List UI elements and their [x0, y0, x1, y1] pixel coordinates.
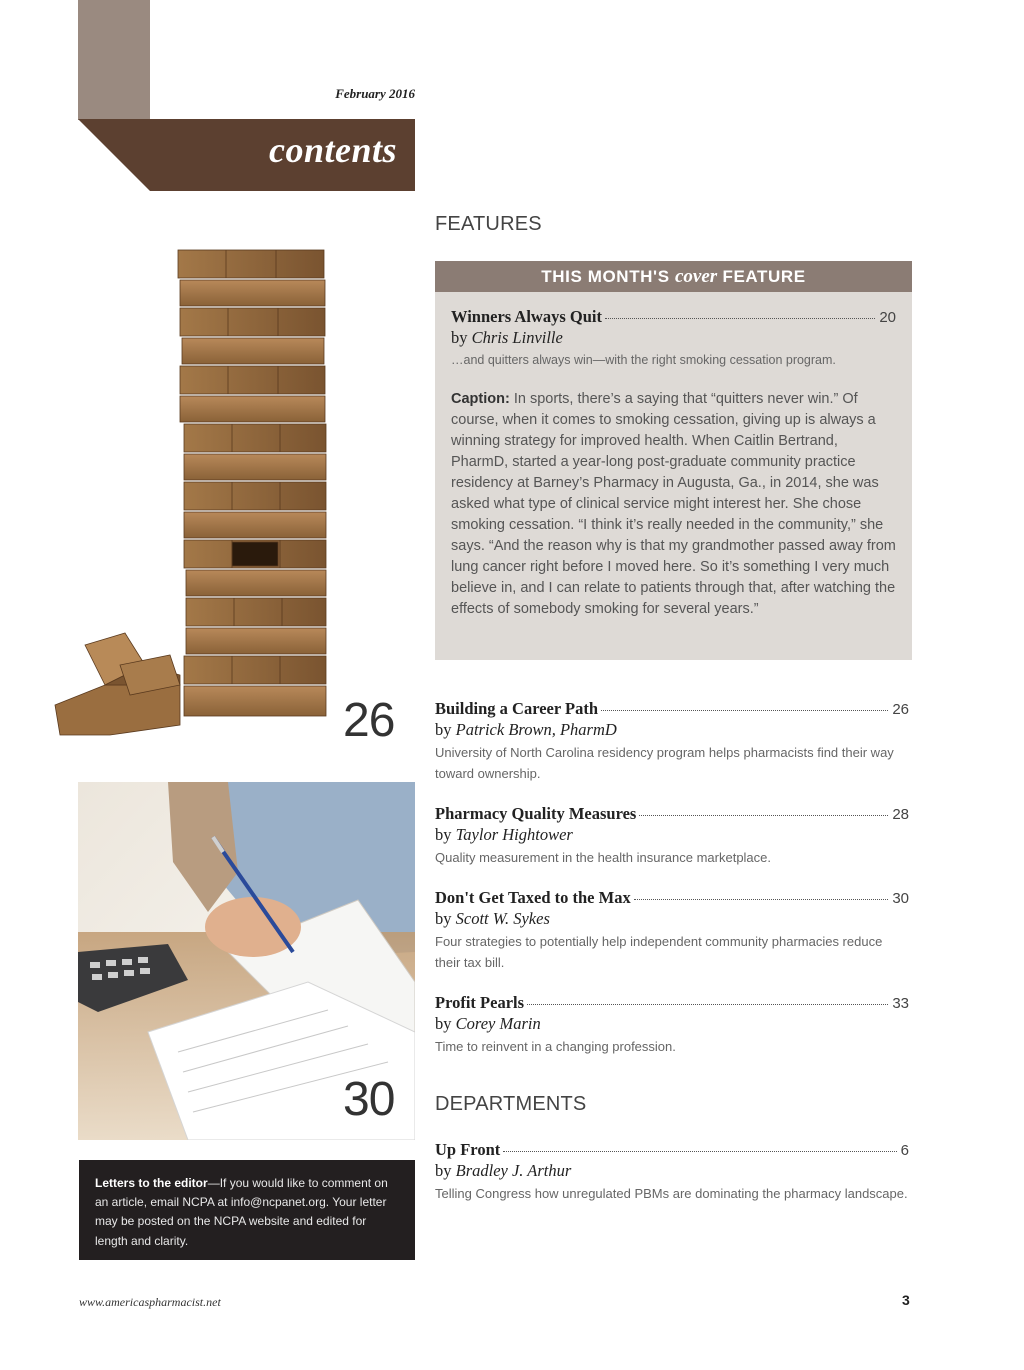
cover-feature-label [435, 261, 912, 292]
caption-text: In sports, there’s a saying that “quitters never win.” Of course, when it comes to smoking cessation, giving up is always a winning strategy for improved health. When Caitlin Bertrand, PharmD, started a year-long post-graduate community practice residency at Barney’s Pharmacy in Augusta, Ga., in 2014, she was asked what type of clinical service might interest her. She chose smoking cessation. “I think it’s really needed in the community,” she says. “And the reason why is that my grandmother passed away from lung cancer right before I moved here. So it’s something I very much believe in, and I can relate to patients through that, after watching the effects of somebody smoking for several years.” [451, 391, 896, 617]
cover-label-cover: cover [674, 266, 718, 287]
footer-website-link[interactable]: www.americaspharmacist.net [79, 1295, 221, 1309]
entry-description: Time to reinvent in a changing profession. [435, 1039, 676, 1054]
entry-byline [435, 720, 909, 740]
entry-title[interactable]: Building a Career Path [435, 699, 599, 718]
cover-entry-description: …and quitters always win—with the right smoking cessation program. [451, 353, 836, 367]
entry-description: Quality measurement in the health insurance marketplace. [435, 850, 772, 865]
entry-byline [435, 1014, 909, 1034]
departments-heading: DEPARTMENTS [435, 1093, 587, 1115]
cover-feature-box [435, 261, 912, 660]
entry-author: Corey Marin [455, 1014, 541, 1033]
entry-description: Telling Congress how unregulated PBMs are dominating the pharmacy landscape. [435, 1186, 908, 1201]
entry-page[interactable]: 26 [892, 701, 909, 718]
entry-title[interactable]: Don't Get Taxed to the Max [435, 888, 631, 907]
entry-byline [435, 825, 909, 845]
letters-label: Letters to the editor [95, 1176, 208, 1190]
page-title: contents [268, 130, 397, 170]
entry-title[interactable]: Profit Pearls [435, 993, 525, 1012]
cover-entry-author: Chris Linville [471, 328, 563, 347]
entry-page[interactable]: 30 [892, 890, 909, 907]
cover-entry-page[interactable]: 20 [879, 309, 896, 326]
cover-entry-link[interactable] [451, 307, 896, 327]
entry-title[interactable]: Pharmacy Quality Measures [435, 804, 637, 823]
dot-leader [634, 899, 889, 900]
issue-date: February 2016 [335, 86, 415, 101]
dot-leader [601, 710, 888, 711]
dot-leader [605, 318, 875, 319]
feature-entry-profit-pearls[interactable] [435, 993, 909, 1057]
features-heading: FEATURES [435, 213, 542, 235]
entry-title[interactable]: Up Front [435, 1140, 501, 1159]
entry-page[interactable]: 33 [892, 995, 909, 1012]
entry-byline [435, 1161, 909, 1181]
desk-photo-page-number: 30 [343, 1073, 395, 1126]
dot-leader [639, 815, 888, 816]
jenga-photo-page-number: 26 [343, 694, 395, 747]
jenga-tower-photo [50, 245, 340, 745]
cover-caption [451, 389, 896, 620]
byline-prefix: by [435, 909, 452, 928]
cover-entry-byline [451, 328, 896, 348]
entry-page[interactable]: 28 [892, 806, 909, 823]
entry-author: Taylor Hightower [455, 825, 573, 844]
cover-label-prefix: THIS MONTH'S [541, 267, 670, 286]
entry-author: Scott W. Sykes [455, 909, 550, 928]
letters-to-editor-box [79, 1160, 415, 1260]
entry-author: Bradley J. Arthur [455, 1161, 572, 1180]
entry-byline [435, 909, 909, 929]
department-entry-up-front[interactable] [435, 1140, 909, 1204]
dot-leader [527, 1004, 888, 1005]
entry-description: University of North Carolina residency program helps pharmacists find their way toward ownership. [435, 745, 894, 781]
feature-entry-taxed[interactable] [435, 888, 909, 973]
byline-prefix: by [435, 1161, 452, 1180]
letters-text: —If you would like to comment on an article, email NCPA at info@ncpanet.org. Your letter may be posted on the NCPA website and edited for length and clarity. [95, 1176, 388, 1248]
byline-prefix: by [451, 328, 468, 347]
top-accent-bar [78, 0, 150, 120]
byline-prefix: by [435, 1014, 452, 1033]
contents-banner [78, 119, 415, 191]
byline-prefix: by [435, 720, 452, 739]
caption-label: Caption: [451, 391, 510, 407]
byline-prefix: by [435, 825, 452, 844]
feature-entry-quality-measures[interactable] [435, 804, 909, 868]
entry-description: Four strategies to potentially help independent community pharmacies reduce their tax bill. [435, 934, 883, 970]
cover-label-suffix: FEATURE [722, 267, 806, 286]
cover-entry-title[interactable]: Winners Always Quit [451, 307, 602, 326]
entry-author: Patrick Brown, PharmD [455, 720, 617, 739]
entry-page[interactable]: 6 [900, 1142, 909, 1159]
jenga-illustration [50, 245, 340, 745]
dot-leader [503, 1151, 896, 1152]
feature-entry-career-path[interactable] [435, 699, 909, 784]
footer-page-number: 3 [902, 1292, 910, 1308]
